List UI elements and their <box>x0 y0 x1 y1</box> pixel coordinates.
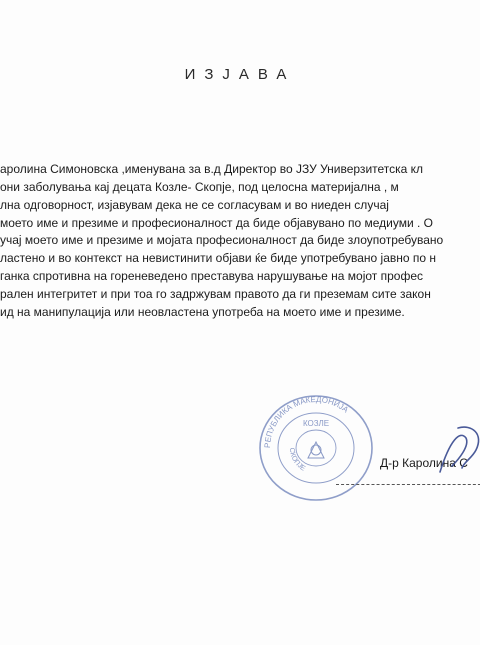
body-line: лна одговорност, изјавувам дека не се согласувам и во ниеден случај <box>0 198 389 212</box>
signature-line <box>336 484 480 485</box>
official-stamp <box>256 392 376 504</box>
body-line: ид на манипулација или неовластена употреба на моето име и презиме. <box>0 305 405 319</box>
stamp-emblem <box>308 442 324 458</box>
signatory-name: Д-р Каролина С <box>380 456 468 470</box>
stamp-inner-text: СКОПЈЕ <box>287 447 307 473</box>
stamp-outer-text: РЕПУБЛИКА МАКЕДОНИЈА <box>262 394 351 449</box>
body-line: они заболувања кај децата Козле- Скопје, под целосна материјална , м <box>0 180 399 194</box>
document-title: ИЗЈАВА <box>184 66 296 83</box>
body-line: аролина Симоновска ,именувана за в.д Директор во ЈЗУ Универзитетска кл <box>0 162 424 176</box>
body-line: ластено и во контекст на невистинити објави ќе биде употребувано јавно по н <box>0 251 437 265</box>
body-line: рален интегритет и при тоа го задржувам правото да ги преземам сите закон <box>0 287 431 301</box>
stamp-center-text: КОЗЛЕ <box>302 419 330 428</box>
body-line: ганка спротивна на гореневедено преставува нарушување на мојот профес <box>0 269 423 283</box>
body-line: моето име и презиме и професионалност да биде објавувано по медиуми . О <box>0 216 434 230</box>
handwritten-signature <box>432 420 480 480</box>
body-line: учај моето име и презиме и мојата професионалност да биде злоупотребувано <box>0 233 444 247</box>
